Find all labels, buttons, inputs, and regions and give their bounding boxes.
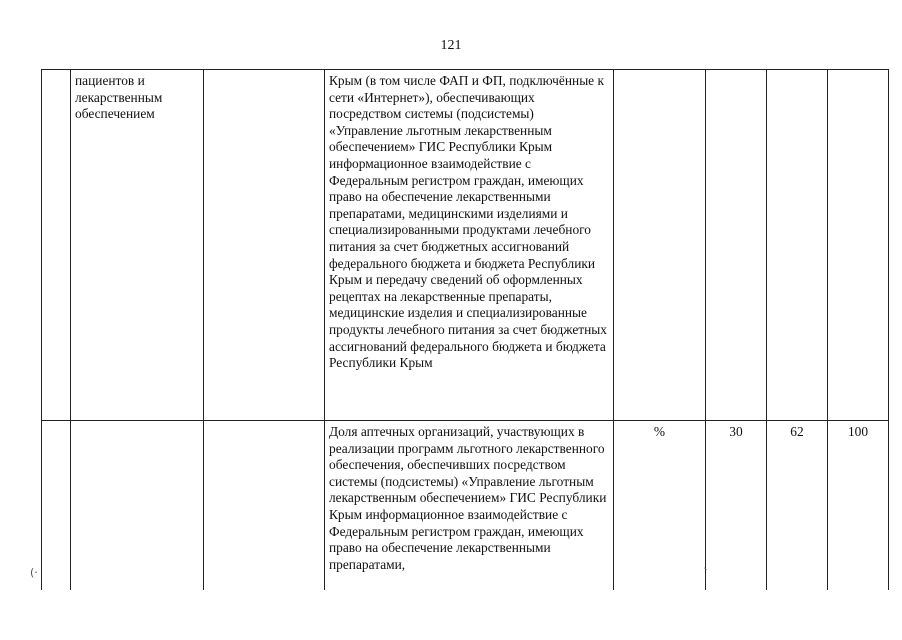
project-name-cell: пациентов и лекарственным обеспечением xyxy=(71,70,204,421)
page-number: 121 xyxy=(440,38,462,53)
row-number-cell xyxy=(42,421,71,591)
unit-cell xyxy=(614,70,706,421)
indicators-table xyxy=(41,69,889,590)
scan-artifact: (· xyxy=(30,566,38,579)
responsible-cell xyxy=(204,421,325,591)
table-row xyxy=(42,70,889,421)
table-row xyxy=(42,421,889,591)
responsible-cell xyxy=(204,70,325,421)
value-cell-2 xyxy=(767,70,828,421)
value-cell-1: 30 xyxy=(706,421,767,591)
value-cell-2: 62 xyxy=(767,421,828,591)
value-cell-3: 100 xyxy=(828,421,889,591)
project-name-cell xyxy=(71,421,204,591)
indicator-text-cell: Доля аптечных организаций, участвующих в реализации программ льготного лекарственного обеспечения, обеспечивших посредством системы (подсистемы) «Управление льготным лекарственным обеспечением» ГИС Республики Крым информационное взаимодействие с Федеральным регистром граждан, имеющих право на обеспечение лекарственными препаратами, xyxy=(325,421,614,591)
value-cell-1 xyxy=(706,70,767,421)
value-cell-3 xyxy=(828,70,889,421)
scan-artifact: ˎ xyxy=(703,556,709,570)
indicator-text-cell: Крым (в том числе ФАП и ФП, подключённые к сети «Интернет»), обеспечивающих посредством системы (подсистемы) «Управление льготным лекарственным обеспечением» ГИС Республики Крым информационное взаимодействие с Федеральным регистром граждан, имеющих право на обеспечение лекарственными препаратами, медицинскими изделиями и специализированными продуктами лечебного питания за счет бюджетных ассигнований федерального бюджета и бюджета Республики Крым и передачу сведений об оформленных рецептах на лекарственные препараты, медицинские изделия и специализированные продукты лечебного питания за счет бюджетных ассигнований федерального бюджета и бюджета Республики Крым xyxy=(325,70,614,421)
row-number-cell xyxy=(42,70,71,421)
unit-cell: % xyxy=(614,421,706,591)
